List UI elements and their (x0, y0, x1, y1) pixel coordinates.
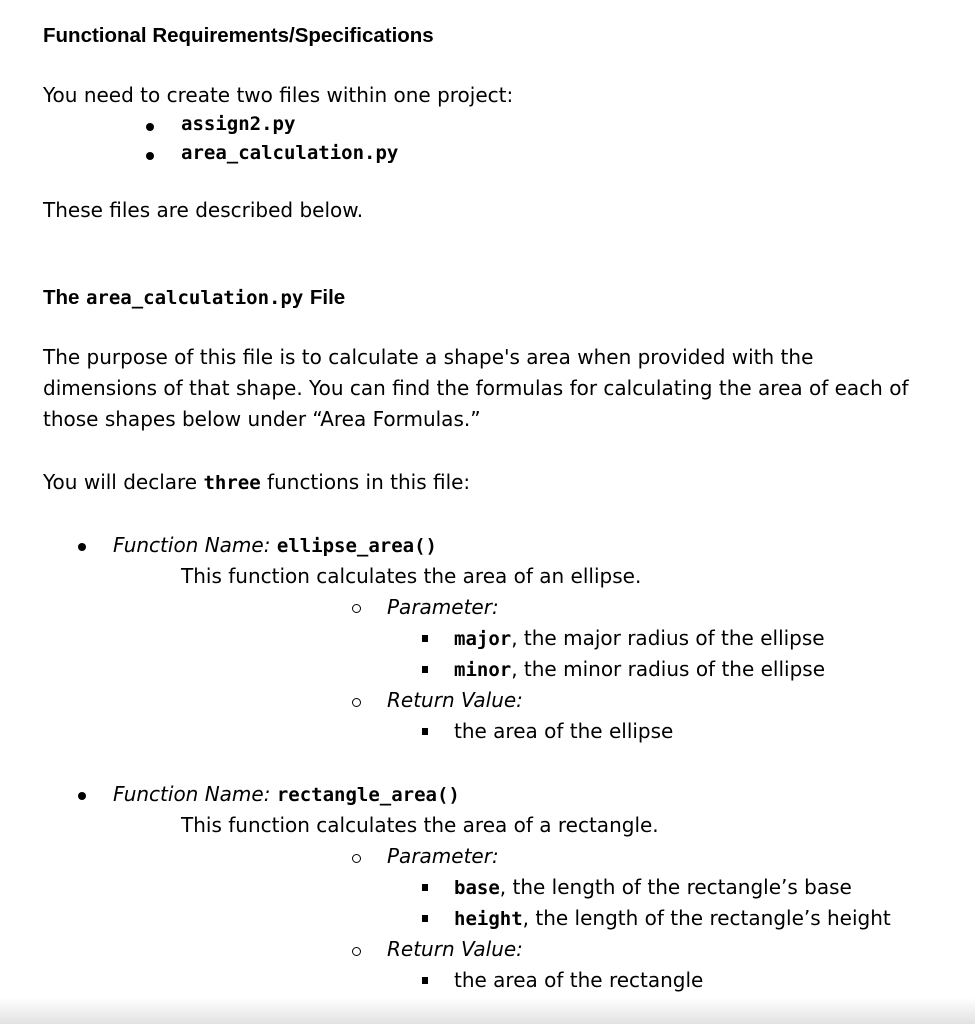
function-name-line (113, 530, 437, 562)
file-name-assign2: assign2.py (181, 113, 296, 135)
parameter-text: , the length of the rectangle’s base (499, 875, 852, 899)
circle-bullet-icon (352, 698, 361, 707)
section-heading (43, 285, 345, 310)
declare-after: functions in this file: (267, 470, 471, 494)
square-bullet-icon (422, 915, 428, 922)
square-bullet-icon (422, 728, 428, 735)
page-title: Functional Requirements/Specifications (43, 24, 434, 47)
circle-bullet-icon (352, 947, 361, 956)
section-heading-filename: area_calculation.py (85, 287, 304, 309)
circle-bullet-icon (352, 854, 361, 863)
function-description: This function calculates the area of an ellipse. (181, 564, 642, 588)
declare-emphasis: three (203, 472, 261, 494)
bullet-icon (146, 123, 154, 131)
declare-before: You will declare (43, 470, 198, 494)
section-heading-suffix: File (309, 286, 346, 309)
parameter-text: , the major radius of the ellipse (511, 626, 825, 650)
parameter-label: Parameter: (387, 595, 499, 619)
bullet-icon (78, 543, 86, 551)
parameter-name: base (454, 877, 500, 899)
parameter-label: Parameter: (387, 844, 499, 868)
return-value-label: Return Value: (387, 937, 523, 961)
square-bullet-icon (422, 666, 428, 673)
intro-text: You need to create two files within one project: (43, 83, 514, 107)
files-described-text: These files are described below. (43, 198, 364, 222)
return-value-label: Return Value: (387, 688, 523, 712)
circle-bullet-icon (352, 604, 361, 613)
bullet-icon (78, 792, 86, 800)
parameter-text: , the length of the rectangle’s height (522, 906, 891, 930)
purpose-line: The purpose of this file is to calculate a shape's area when provided with the (43, 345, 814, 369)
declare-sentence (43, 467, 470, 499)
parameter-item (454, 623, 825, 655)
square-bullet-icon (422, 635, 428, 642)
return-value-text: the area of the ellipse (454, 719, 674, 743)
parameter-text: , the minor radius of the ellipse (511, 657, 826, 681)
parameter-item (454, 654, 825, 686)
parameter-item (454, 872, 852, 904)
function-name-label: Function Name: (113, 782, 271, 806)
page-bottom-shadow (0, 998, 975, 1024)
parameter-name: height (454, 908, 523, 930)
return-value-text: the area of the rectangle (454, 968, 704, 992)
file-name-area-calculation: area_calculation.py (181, 142, 399, 164)
function-name-label: Function Name: (113, 533, 271, 557)
section-heading-prefix: The (43, 286, 80, 309)
function-name: rectangle_area() (276, 784, 460, 806)
purpose-line: those shapes below under “Area Formulas.” (43, 407, 481, 431)
function-name: ellipse_area() (276, 535, 437, 557)
parameter-name: major (454, 628, 512, 650)
parameter-item (454, 903, 891, 935)
square-bullet-icon (422, 977, 428, 984)
parameter-name: minor (454, 659, 512, 681)
purpose-line: dimensions of that shape. You can find the formulas for calculating the area of each of (43, 376, 909, 400)
square-bullet-icon (422, 884, 428, 891)
function-name-line (113, 779, 460, 811)
function-description: This function calculates the area of a rectangle. (181, 813, 659, 837)
bullet-icon (146, 152, 154, 160)
